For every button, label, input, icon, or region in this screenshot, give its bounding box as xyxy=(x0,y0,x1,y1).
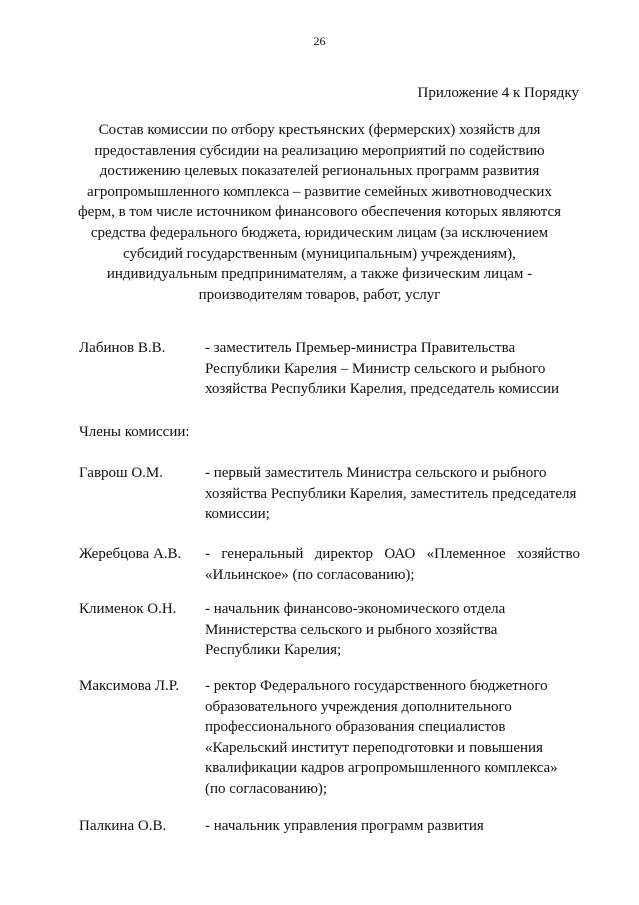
title-line: Состав комиссии по отбору крестьянских (фермерских) хозяйств для xyxy=(98,122,541,138)
title-line: ферм, в том числе источником финансового обеспечения которых являются xyxy=(77,204,562,221)
appendix-reference: Приложение 4 к Порядку xyxy=(417,85,579,101)
role-line: - ректор Федерального государственного бюджетного xyxy=(205,678,548,694)
member-role xyxy=(205,816,580,837)
role-line: «Карельский институт переподготовки и повышения xyxy=(205,739,543,756)
member-name: Палкина О.В. xyxy=(79,818,167,834)
member-name: Клименок О.Н. xyxy=(79,601,177,617)
member-name: Жеребцова А.В. xyxy=(79,546,182,562)
member-role xyxy=(205,599,580,661)
title-line: субсидий государственным (муниципальным) учреждениям), xyxy=(123,245,516,262)
title-line: индивидуальным предпринимателям, а также физическим лицам - xyxy=(106,266,533,283)
role-line: Республики Карелия; xyxy=(205,642,342,658)
member-role xyxy=(205,338,580,400)
member-role xyxy=(205,676,580,799)
role-line: профессионального образования специалистов xyxy=(205,719,506,735)
role-line: квалификации кадров агропромышленного комплекса» xyxy=(205,760,558,776)
member-name: Лабинов В.В. xyxy=(79,340,166,356)
title-line: производителям товаров, работ, услуг xyxy=(198,286,441,303)
title-line: агропромышленного комплекса – развитие семейных животноводческих xyxy=(87,183,552,200)
role-line: Министерства сельского и рыбного хозяйства xyxy=(205,621,498,638)
role-line: - первый заместитель Министра сельского и рыбного xyxy=(205,465,547,481)
role-line: образовательного учреждения дополнительного xyxy=(205,698,512,715)
role-line: «Ильинское» (по согласованию); xyxy=(205,566,415,583)
title-line: предоставления субсидии на реализацию мероприятий по содействию xyxy=(94,142,545,159)
role-line: хозяйства Республики Карелия, заместитель председателя xyxy=(205,485,577,502)
role-line: хозяйства Республики Карелия, председатель комиссии xyxy=(205,381,560,397)
role-line: - начальник финансово-экономического отдела xyxy=(205,601,506,617)
page-number: 26 xyxy=(313,34,326,48)
role-line: Республики Карелия – Министр сельского и рыбного xyxy=(205,360,546,377)
member-role xyxy=(205,544,580,585)
document-title xyxy=(62,120,577,305)
member-name: Гаврош О.М. xyxy=(79,465,164,481)
role-line: - генеральный директор ОАО «Племенное хозяйство xyxy=(205,546,580,562)
title-line: достижению целевых показателей региональных программ развития xyxy=(99,163,540,180)
role-line: (по согласованию); xyxy=(205,780,328,797)
role-line: комиссии; xyxy=(205,506,270,522)
role-line: - заместитель Премьер-министра Правительства xyxy=(205,340,516,356)
role-line: - начальник управления программ развития xyxy=(205,818,484,834)
member-role xyxy=(205,463,580,525)
members-heading: Члены комиссии: xyxy=(79,424,190,440)
title-line: средства федерального бюджета, юридическим лицам (за исключением xyxy=(90,224,549,241)
member-name: Максимова Л.Р. xyxy=(79,678,180,694)
